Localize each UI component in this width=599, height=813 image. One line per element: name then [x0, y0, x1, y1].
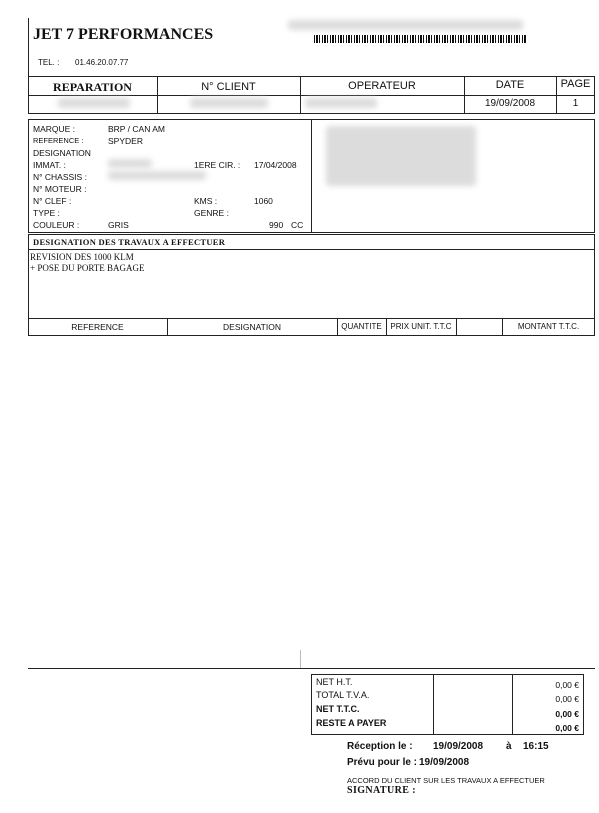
tva-label: TOTAL T.V.A.: [316, 690, 370, 700]
barcode: [314, 35, 527, 43]
net-ttc-label: NET T.T.C.: [316, 704, 360, 714]
designation-label: DESIGNATION: [33, 148, 91, 158]
net-ht-value: 0,00 €: [555, 680, 579, 690]
tel-label: TEL. :: [38, 58, 60, 67]
prevu-label: Prévu pour le :: [347, 757, 418, 768]
reference-value: SPYDER: [108, 136, 143, 146]
couleur-label: COULEUR :: [33, 220, 80, 230]
reference-label: REFERENCE :: [33, 136, 84, 145]
chassis-label: N° CHASSIS :: [33, 172, 87, 182]
redacted-immat: [108, 159, 152, 168]
col-designation: DESIGNATION: [223, 322, 281, 332]
company-name: JET 7 PERFORMANCES: [33, 26, 214, 43]
signature-label: SIGNATURE :: [347, 785, 416, 796]
col-prix: PRIX UNIT. T.T.C: [390, 322, 452, 331]
bottom-rule: [28, 668, 595, 669]
tel-number: 01.46.20.07.77: [75, 58, 129, 67]
cc-unit: CC: [291, 220, 304, 230]
cc-value: 990: [269, 220, 284, 230]
travaux-line-1: REVISION DES 1000 KLM: [30, 252, 134, 262]
reste-label: RESTE A PAYER: [316, 718, 387, 728]
reste-value: 0,00 €: [555, 723, 579, 733]
travaux-title: DESIGNATION DES TRAVAUX A EFFECTUER: [33, 237, 226, 247]
reparation-header: REPARATION: [53, 80, 132, 94]
reception-a: à: [506, 741, 512, 752]
moteur-label: N° MOTEUR :: [33, 184, 87, 194]
couleur-value: GRIS: [108, 220, 129, 230]
client-header: N° CLIENT: [201, 81, 256, 93]
accord-text: ACCORD DU CLIENT SUR LES TRAVAUX A EFFECTUER: [347, 776, 545, 785]
redacted-reparation: [58, 98, 130, 108]
marque-value: BRP / CAN AM: [108, 124, 165, 134]
redacted-chassis: [108, 171, 206, 180]
operateur-header: OPERATEUR: [348, 80, 416, 92]
totals-values: [512, 674, 579, 735]
date-value: 19/09/2008: [484, 98, 536, 109]
kms-label: KMS :: [194, 196, 218, 206]
col-montant: MONTANT T.T.C.: [517, 322, 580, 331]
reception-time: 16:15: [523, 741, 549, 752]
type-label: TYPE :: [33, 208, 60, 218]
prevu-date: 19/09/2008: [419, 757, 470, 768]
redacted-client-address: [326, 126, 476, 186]
net-ttc-value: 0,00 €: [555, 709, 579, 719]
clef-label: N° CLEF :: [33, 196, 72, 206]
reception-date: 19/09/2008: [433, 741, 484, 752]
page-header: PAGE: [560, 78, 591, 90]
genre-label: GENRE :: [194, 208, 229, 218]
travaux-line-2: + POSE DU PORTE BAGAGE: [30, 263, 145, 273]
page-value: 1: [572, 98, 579, 109]
col-reference: REFERENCE: [71, 322, 124, 332]
marque-label: MARQUE :: [33, 124, 76, 134]
net-ht-label: NET H.T.: [316, 677, 353, 687]
circ-label: 1ERE CIR. :: [194, 160, 241, 170]
circ-value: 17/04/2008: [254, 160, 297, 170]
redacted-client: [190, 98, 268, 108]
redacted-address: [288, 20, 523, 30]
immat-label: IMMAT. :: [33, 160, 66, 170]
redacted-operateur: [305, 98, 377, 108]
kms-value: 1060: [254, 196, 273, 206]
tva-value: 0,00 €: [555, 694, 579, 704]
col-quantite: QUANTITE: [341, 322, 382, 331]
reception-label: Réception le :: [347, 741, 413, 752]
date-header: DATE: [495, 79, 525, 91]
